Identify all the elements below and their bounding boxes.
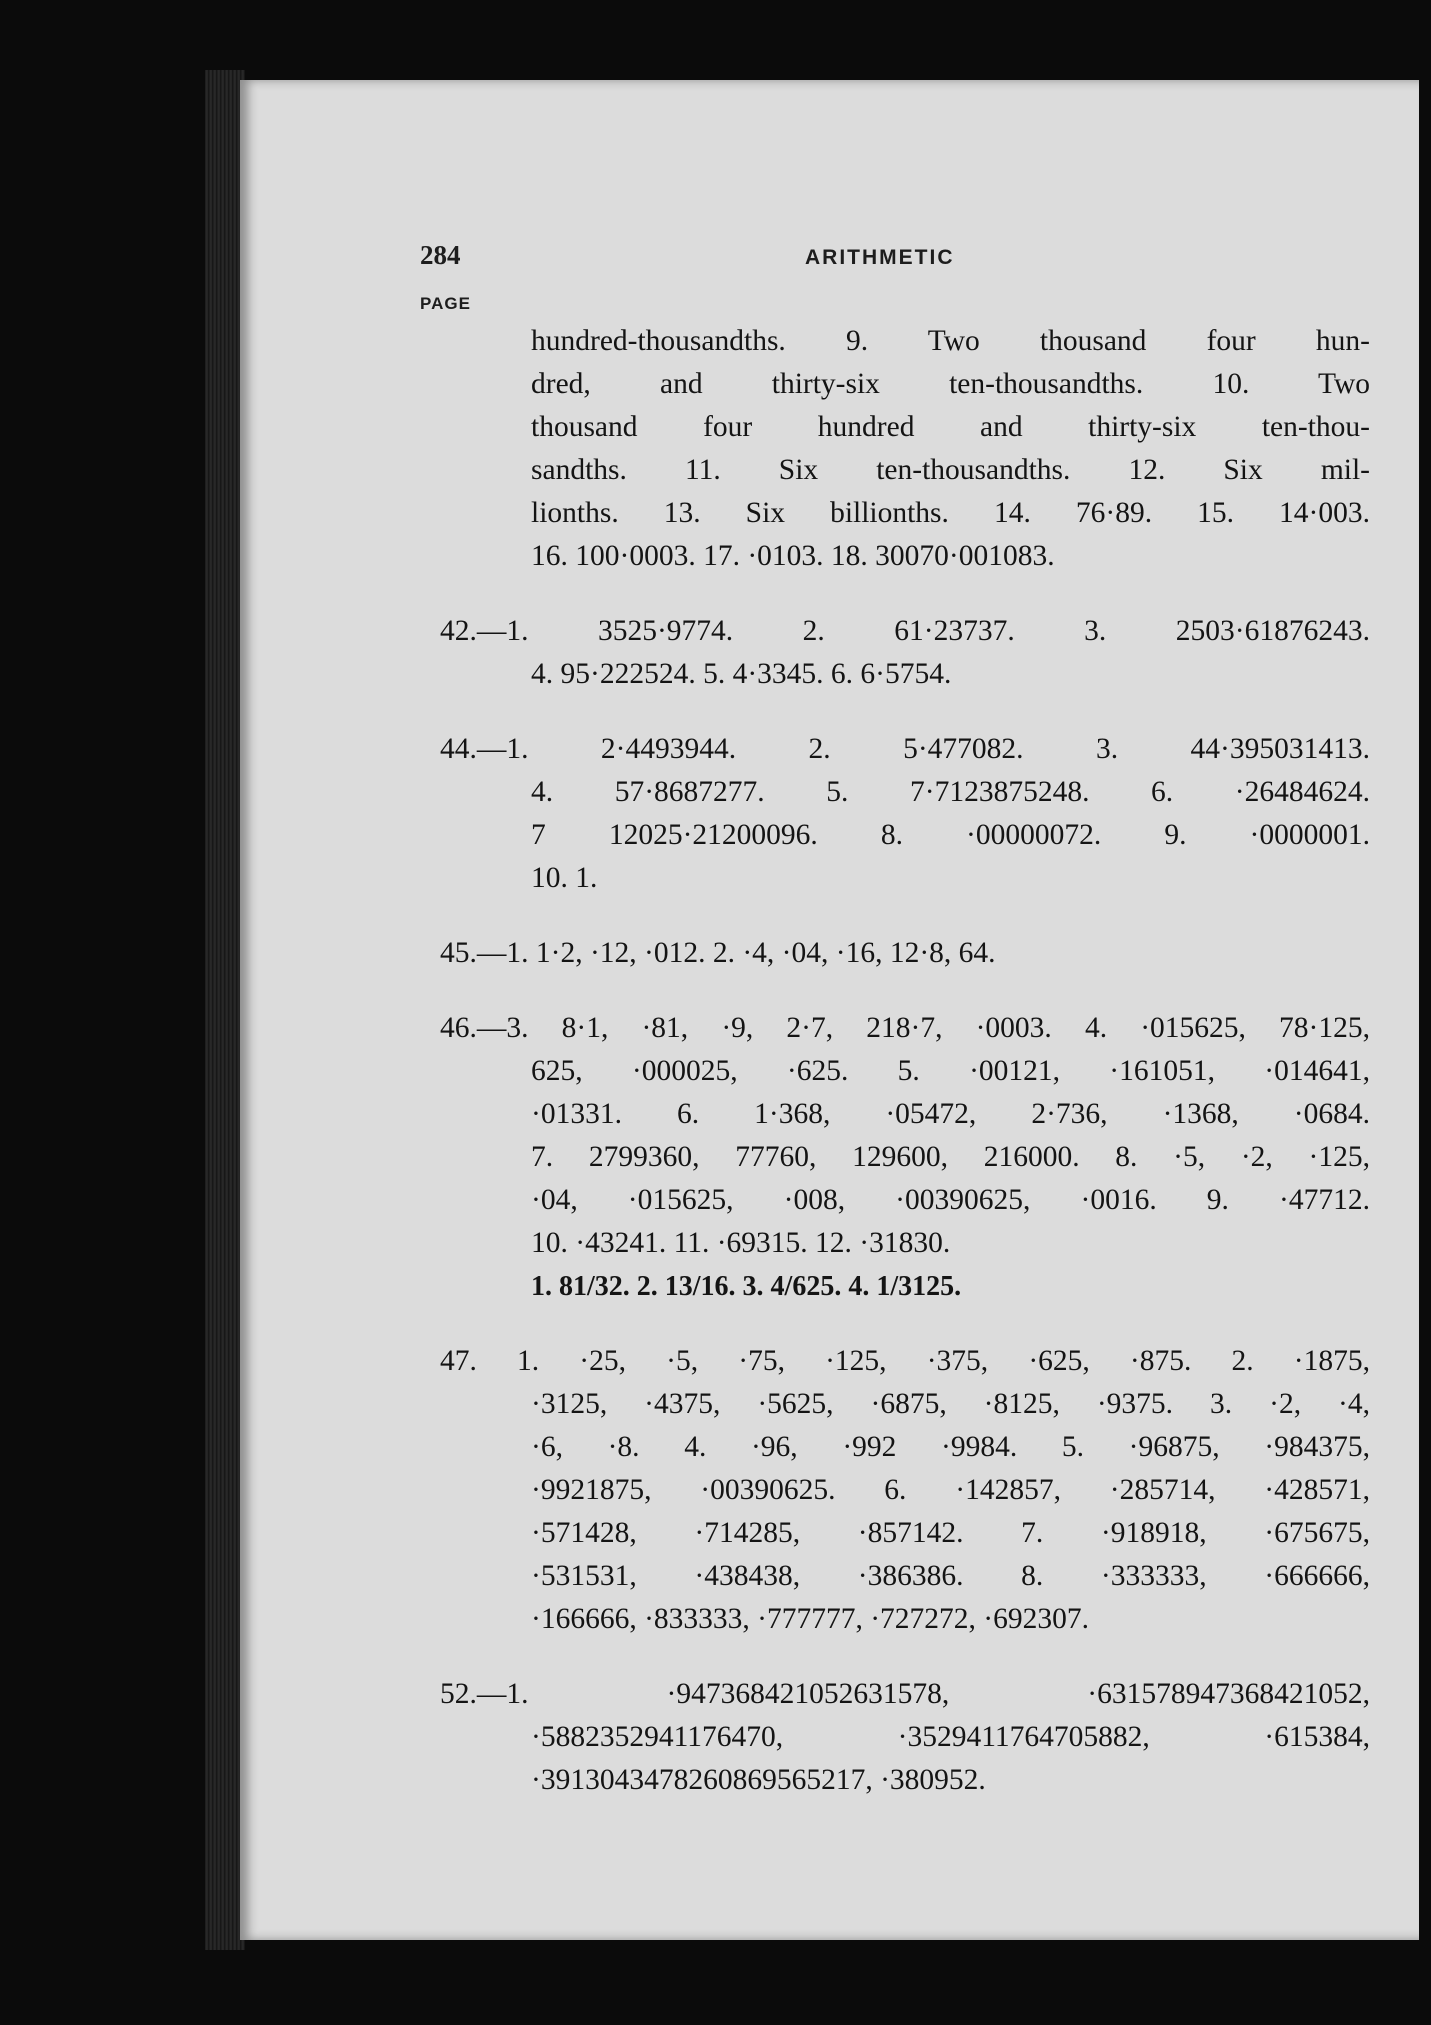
answers-section-47 [440,1340,1370,1641]
text-line: ·571428, ·714285, ·857142. 7. ·918918, ·675675, [531,1517,1370,1549]
page-number: 284 [420,240,461,270]
answers-section-42 [440,610,1370,696]
text-line: ·5882352941176470, ·3529411764705882, ·615384, [531,1721,1370,1753]
answers-section-46 [440,1007,1370,1308]
right-edge [1419,0,1431,2025]
text-line: 7 12025·21200096. 8. ·00000072. 9. ·0000001. [531,819,1370,851]
text-line: ·04, ·015625, ·008, ·00390625, ·0016. 9. ·47712. [531,1184,1370,1216]
text-line: 52.—1. ·947368421052631578, ·631578947368421052, [440,1678,1370,1710]
text-line: dred, and thirty-six ten-thousandths. 10. Two [531,368,1370,400]
text-line: 47. 1. ·25, ·5, ·75, ·125, ·375, ·625, ·875. 2. ·1875, [440,1345,1370,1377]
text-line: ·6, ·8. 4. ·96, ·992 ·9984. 5. ·96875, ·984375, [531,1431,1370,1463]
text-line: ·3125, ·4375, ·5625, ·6875, ·8125, ·9375. 3. ·2, ·4, [531,1388,1370,1420]
text-line: ·166666, ·833333, ·777777, ·727272, ·692307. [531,1603,1089,1635]
page-header [420,240,1350,280]
text-line: 16. 100·0003. 17. ·0103. 18. 30070·001083. [531,540,1055,572]
answers-section-52 [440,1673,1370,1802]
text-line: lionths. 13. Six billionths. 14. 76·89. 15. 14·003. [531,497,1370,529]
page-column-label: PAGE [420,294,471,313]
text-line: thousand four hundred and thirty-six ten-thou- [531,411,1370,443]
text-line: ·531531, ·438438, ·386386. 8. ·333333, ·666666, [531,1560,1370,1592]
text-line: 46.—3. 8·1, ·81, ·9, 2·7, 218·7, ·0003. 4. ·015625, 78·125, [440,1012,1370,1044]
text-line: 42.—1. 3525·9774. 2. 61·23737. 3. 2503·61876243. [440,615,1370,647]
text-line: ·9921875, ·00390625. 6. ·142857, ·285714, ·428571, [531,1474,1370,1506]
text-line: 44.—1. 2·4493944. 2. 5·477082. 3. 44·395031413. [440,733,1370,765]
answers-section-45 [440,932,1370,975]
fraction-answers: 1. 81/32. 2. 13/16. 3. 4/625. 4. 1/3125. [531,1271,962,1302]
text-line: sandths. 11. Six ten-thousandths. 12. Six mil- [531,454,1370,486]
book-spine-edge [205,70,245,1950]
answers-continued [440,320,1370,578]
answers-text [440,320,1370,1834]
text-line: 10. ·43241. 11. ·69315. 12. ·31830. [531,1227,951,1259]
text-line: 4. 95·222524. 5. 4·3345. 6. 6·5754. [531,658,952,690]
text-line: hundred-thousandths. 9. Two thousand four hun- [531,325,1370,357]
text-line: 10. 1. [531,862,598,894]
text-line: 4. 57·8687277. 5. 7·7123875248. 6. ·26484624. [531,776,1370,808]
running-title: ARITHMETIC [805,246,955,269]
text-line: 625, ·000025, ·625. 5. ·00121, ·161051, ·014641, [531,1055,1370,1087]
text-line: ·01331. 6. 1·368, ·05472, 2·736, ·1368, ·0684. [531,1098,1370,1130]
answers-section-44 [440,728,1370,900]
text-line: 45.—1. 1·2, ·12, ·012. 2. ·4, ·04, ·16, 12·8, 64. [440,937,996,969]
text-line: ·3913043478260869565217, ·380952. [531,1764,986,1796]
text-line: 7. 2799360, 77760, 129600, 216000. 8. ·5, ·2, ·125, [531,1141,1370,1173]
